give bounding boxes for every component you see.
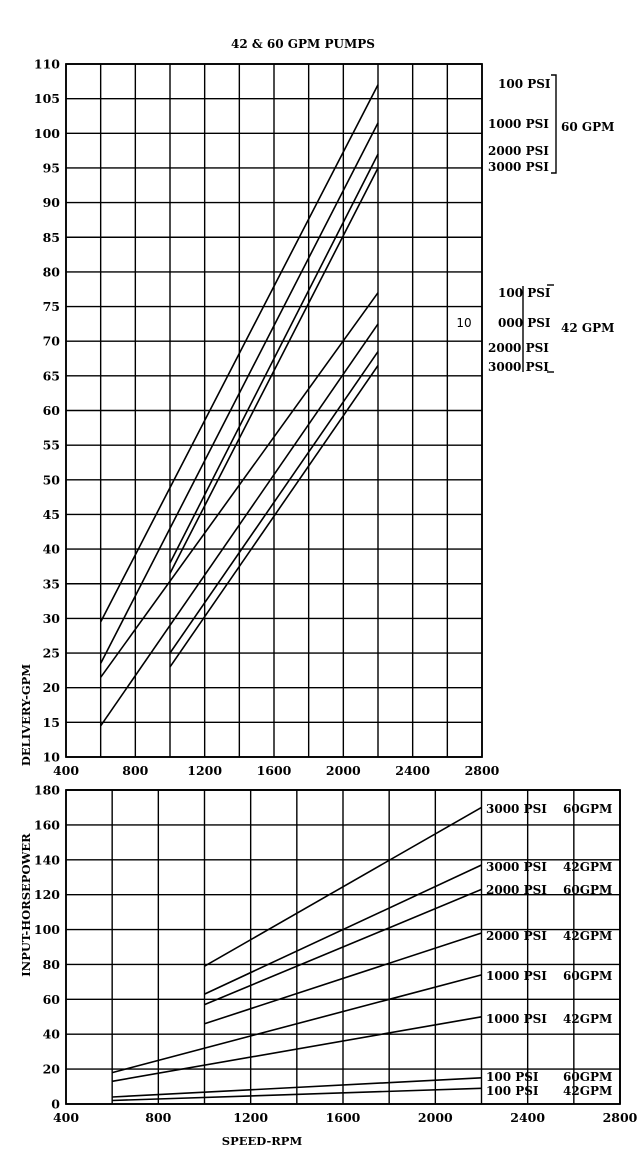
y-tick-label: 20	[42, 680, 60, 696]
legend-gpm-label: 60GPM	[563, 883, 613, 897]
x-tick-label: 2400	[395, 763, 431, 778]
legend-label-42gpm: 2000 PSI	[488, 341, 549, 355]
legend-prefix-42gpm: 10	[456, 316, 472, 330]
legend-label-42gpm: 000 PSI	[498, 316, 551, 330]
legend-gpm-label: 42GPM	[563, 1084, 613, 1098]
y-tick-label: 85	[42, 229, 60, 245]
y-tick-label: 100	[33, 922, 60, 938]
legend-psi-label: 3000 PSI	[486, 860, 547, 874]
x-tick-label: 1200	[233, 1110, 269, 1125]
legend-psi-label: 3000 PSI	[486, 802, 547, 816]
y-tick-label: 100	[33, 125, 60, 141]
x-tick-label: 400	[52, 763, 80, 778]
y-tick-label: 80	[42, 956, 60, 972]
y-tick-label: 60	[42, 991, 60, 1007]
legend-gpm-label: 60GPM	[563, 1070, 613, 1084]
x-axis-label: SPEED-RPM	[221, 1134, 303, 1148]
legend-gpm-label: 60GPM	[563, 969, 613, 983]
x-tick-label: 2400	[510, 1110, 546, 1125]
legend-psi-label: 100 PSI	[486, 1084, 539, 1098]
legend-label-42gpm: 100 PSI	[498, 286, 551, 300]
y-tick-label: 35	[42, 576, 60, 592]
y-tick-label: 120	[33, 887, 60, 903]
y-axis-label: INPUT-HORSEPOWER	[19, 833, 33, 977]
y-tick-label: 15	[42, 714, 60, 730]
legend-label-60gpm: 100 PSI	[498, 77, 551, 91]
legend-label-60gpm: 1000 PSI	[488, 117, 549, 131]
y-tick-label: 0	[51, 1096, 60, 1112]
y-tick-label: 110	[33, 56, 60, 72]
x-tick-label: 1600	[325, 1110, 361, 1125]
y-tick-label: 60	[42, 403, 60, 418]
legend-psi-label: 1000 PSI	[486, 1012, 547, 1026]
x-tick-label: 2000	[417, 1110, 453, 1125]
y-tick-label: 25	[42, 645, 60, 661]
legend-psi-label: 1000 PSI	[486, 969, 547, 983]
y-tick-label: 45	[42, 506, 60, 522]
y-tick-label: 75	[42, 299, 60, 315]
bracket-60gpm	[551, 75, 556, 173]
x-tick-label: 400	[52, 1110, 80, 1125]
legend-gpm-label: 42GPM	[563, 929, 613, 943]
y-tick-label: 55	[42, 437, 60, 453]
y-tick-label: 40	[42, 541, 60, 557]
legend-psi-label: 2000 PSI	[486, 929, 547, 943]
y-axis-label: DELIVERY-GPM	[19, 663, 33, 767]
x-tick-label: 1600	[256, 763, 292, 778]
y-tick-label: 40	[42, 1026, 60, 1042]
y-tick-label: 70	[42, 333, 60, 349]
x-tick-label: 2800	[602, 1110, 638, 1125]
legend-group-42gpm: 42 GPM	[561, 321, 615, 335]
legend-gpm-label: 60GPM	[563, 802, 613, 816]
legend-label-60gpm: 3000 PSI	[488, 160, 549, 174]
x-tick-label: 800	[122, 763, 149, 778]
y-tick-label: 80	[42, 264, 60, 280]
x-tick-label: 2800	[464, 763, 500, 778]
y-tick-label: 160	[33, 817, 60, 833]
y-tick-label: 20	[42, 1061, 60, 1077]
x-tick-label: 800	[145, 1110, 172, 1125]
legend-label-42gpm: 3000 PSI	[488, 360, 549, 374]
y-tick-label: 140	[33, 852, 60, 868]
y-tick-label: 105	[33, 91, 60, 107]
chart-title: 42 & 60 GPM PUMPS	[231, 37, 375, 51]
legend-psi-label: 100 PSI	[486, 1070, 539, 1084]
y-tick-label: 30	[42, 610, 60, 626]
legend-psi-label: 2000 PSI	[486, 883, 547, 897]
legend-gpm-label: 42GPM	[563, 1012, 613, 1026]
y-tick-label: 50	[42, 472, 60, 488]
x-tick-label: 2000	[325, 763, 361, 778]
y-tick-label: 65	[42, 368, 60, 384]
y-tick-label: 95	[42, 160, 60, 176]
x-tick-label: 1200	[187, 763, 223, 778]
y-tick-label: 90	[42, 195, 60, 211]
legend-group-60gpm: 60 GPM	[561, 120, 615, 134]
y-tick-label: 180	[33, 782, 60, 798]
legend-gpm-label: 42GPM	[563, 860, 613, 874]
legend-label-60gpm: 2000 PSI	[488, 144, 549, 158]
y-tick-label: 10	[42, 749, 60, 765]
